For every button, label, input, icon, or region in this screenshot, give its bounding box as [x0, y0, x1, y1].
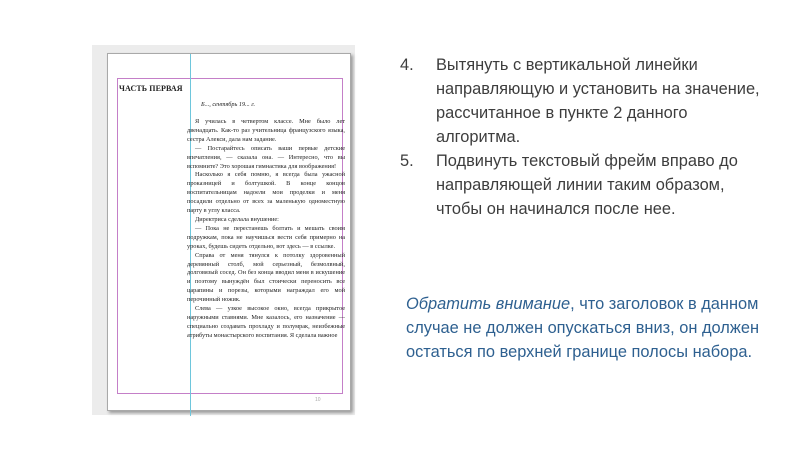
- paragraph: Директриса сделала внушение:: [195, 215, 279, 223]
- chapter-heading: ЧАСТЬ ПЕРВАЯ: [119, 84, 183, 93]
- paragraph: — Постарайтесь описать ваши первые детские впечатления, — сказала она. — Интересно, что вы вспомните? Это хорошая гимнастика для воображения!: [187, 144, 345, 170]
- step-text: Подвинуть текстовый фрейм вправо до направляющей линии таким образом, чтобы он начинался после нее.: [436, 152, 738, 218]
- paragraph: Насколько я себя помню, я всегда была ужасной проказницей и болтушкой. В конце концов воспитательницам надоели мои проделки и меня посадили отдельно от всех за маленькую одноместную парту в углу класса.: [187, 171, 345, 215]
- attention-note: [406, 292, 778, 364]
- step-item: [400, 53, 772, 149]
- step-text: Вытянуть с вертикальной линейки направляющую и установить на значение, рассчитанное в пункте 2 данного алгоритма.: [436, 56, 760, 146]
- paragraph: Справа от меня тянулся к потолку здоровенный деревянный столб, мой серьезный, безмолвный, долговязый сосед. Он без конца вводил меня в искушение и поэтому вынуждён был стоически переносить все царапины и порезы, которыми награждал его мой перочинный ножик.: [187, 251, 345, 304]
- page-number: 10: [315, 397, 321, 403]
- step-number: 4.: [400, 56, 414, 74]
- step-number: 5.: [400, 152, 414, 170]
- note-emphasis: Обратить внимание: [406, 295, 571, 313]
- note-text: , что заголовок в данном случае не должен опускаться вниз, он должен остаться по верхней границе полосы набора.: [406, 295, 759, 361]
- body-text: [187, 118, 345, 341]
- paragraph: Слева — узкое высокое окно, всегда прикрытое наружными ставнями. Мне казалось, его назначение — специально создавать прохладу и полумрак, неизбежные атрибуты монастырского воспитания. Я сделала важное: [187, 305, 345, 339]
- paragraph: Я училась в четвертом классе. Мне было лет двенадцать. Как-то раз учительница французского языка, сестра Алекси, дала нам задание.: [187, 118, 345, 143]
- steps-list: [400, 53, 772, 221]
- paragraph: — Пока не перестанешь болтать и мешать своим подружкам, пока не научишься вести себя примерно на уроках, будешь сидеть отдельно, вот здесь — в ссылке.: [187, 224, 345, 250]
- layout-screenshot: [92, 45, 355, 415]
- document-page: [107, 53, 351, 411]
- text-frame[interactable]: [119, 80, 345, 393]
- step-item: [400, 149, 772, 221]
- dateline: Б..., сентябрь 19... г.: [201, 101, 256, 108]
